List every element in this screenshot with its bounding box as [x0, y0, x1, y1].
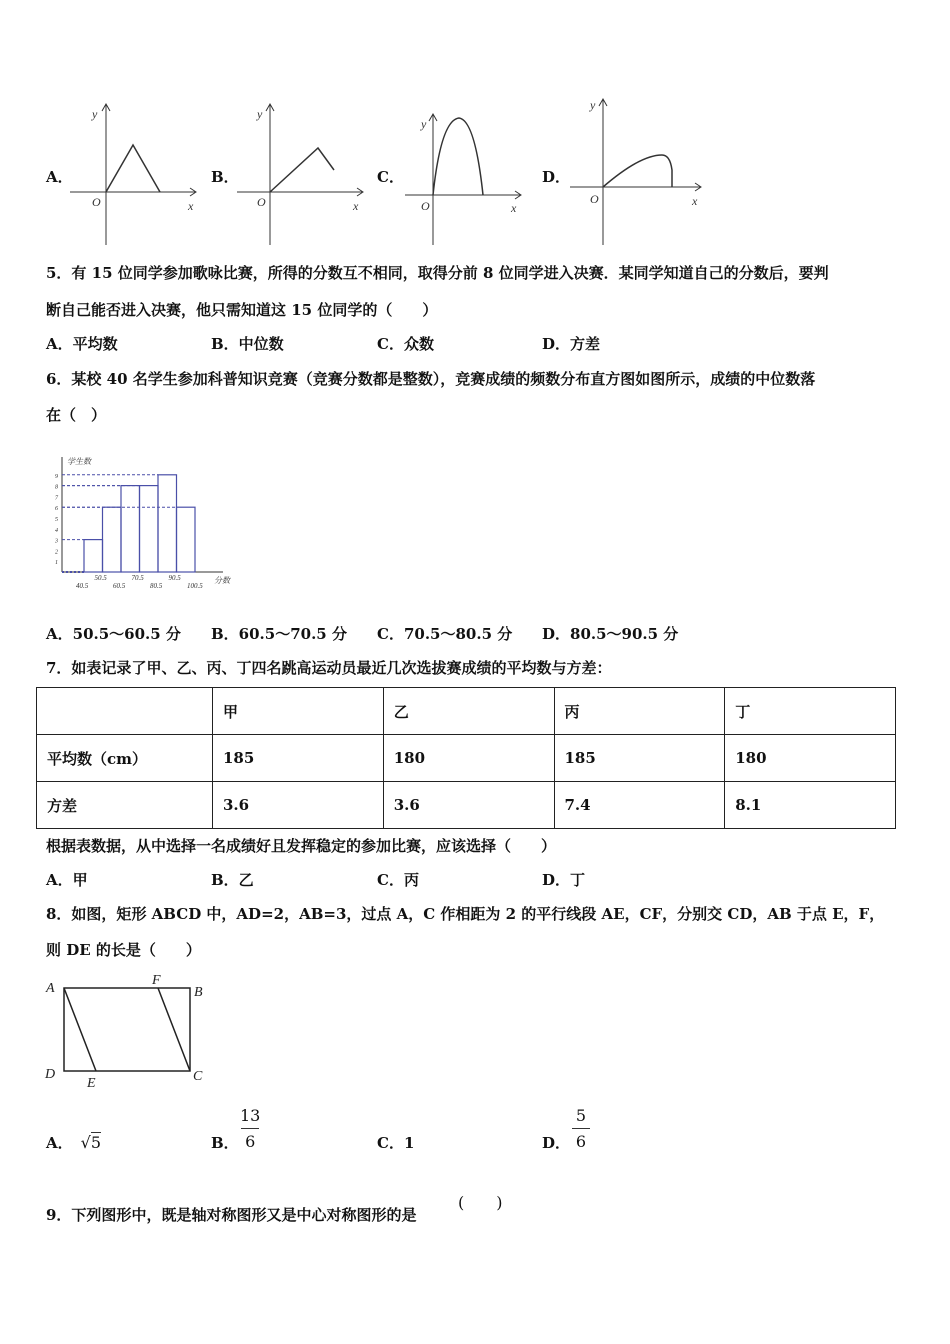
point-f-label: F — [152, 973, 161, 988]
axis-y-label: y — [590, 98, 596, 112]
y-axis-label: 学生数 — [67, 457, 91, 466]
q5-stem-line1: 5．有 15 位同学参加歌咏比赛，所得的分数互不相同，取得分前 8 位同学进入决赛．某同学知道自己的分数后，要判 — [46, 264, 829, 282]
point-a-label: A — [46, 981, 55, 996]
origin-label: O — [257, 195, 266, 209]
x-tick-label: 40.5 — [76, 582, 89, 590]
row-label: 平均数（cm） — [37, 735, 213, 782]
cell: 180 — [725, 735, 896, 782]
denominator: 6 — [575, 1132, 587, 1151]
table-row — [37, 782, 896, 829]
y-tick-label: 3 — [55, 538, 58, 545]
numerator: 5 — [575, 1106, 587, 1125]
histogram-bar — [158, 475, 177, 572]
point-e-label: E — [87, 1076, 96, 1090]
histogram-bar — [103, 507, 122, 572]
histogram-bar — [121, 486, 140, 572]
axis-y-label: y — [421, 117, 427, 131]
q7-option-b: B．乙 — [211, 871, 254, 889]
cell: 3.6 — [213, 782, 384, 829]
cell: 3.6 — [383, 782, 554, 829]
q8-stem-line1: 8．如图，矩形 ABCD 中，AD=2，AB=3，过点 A，C 作相距为 2 的平行线段 AE，CF，分别交 CD，AB 于点 E，F， — [46, 905, 885, 923]
radicand: 5 — [90, 1133, 102, 1152]
header-cell: 丁 — [725, 688, 896, 735]
q5-option-c: C．众数 — [377, 335, 434, 353]
header-cell: 丙 — [554, 688, 725, 735]
q5-option-d: D．方差 — [542, 335, 601, 353]
y-tick-label: 2 — [55, 549, 58, 556]
numerator: 13 — [240, 1106, 261, 1125]
axis-x-label: x — [692, 194, 698, 208]
q7-table — [36, 687, 896, 829]
origin-label: O — [92, 195, 101, 209]
table-header-row — [37, 688, 896, 735]
graph-c — [405, 110, 530, 245]
x-tick-label: 50.5 — [94, 574, 107, 582]
axis-y-label: y — [92, 107, 98, 121]
x-tick-label: 90.5 — [168, 574, 181, 582]
q6-option-a: A．50.5～60.5 分 — [46, 625, 181, 643]
q5-stem-line2: 断自己能否进入决赛，他只需知道这 15 位同学的（ ） — [46, 301, 438, 319]
x-tick-label: 80.5 — [150, 582, 163, 590]
cell: 185 — [213, 735, 384, 782]
q8-option-d-label: D． — [542, 1134, 571, 1152]
origin-label: O — [590, 192, 599, 206]
q6-stem-line2: 在（ ） — [46, 406, 107, 424]
q6-stem-line1: 6．某校 40 名学生参加科普知识竞赛（竞赛分数都是整数），竞赛成绩的频数分布直方图如图所示，成绩的中位数落 — [46, 370, 816, 388]
x-tick-label: 100.5 — [187, 582, 203, 590]
cell: 185 — [554, 735, 725, 782]
q8-option-a: A． √5 — [46, 1133, 102, 1152]
axis-y-label: y — [257, 107, 263, 121]
y-tick-label: 1 — [55, 560, 58, 567]
header-cell — [37, 688, 213, 735]
cell: 7.4 — [554, 782, 725, 829]
q8-stem-line2: 则 DE 的长是（ ） — [46, 941, 201, 959]
option-letter: A． — [46, 1134, 73, 1152]
y-tick-label: 8 — [55, 484, 58, 491]
q5-option-a: A．平均数 — [46, 335, 118, 353]
x-tick-label: 60.5 — [113, 582, 126, 590]
table-row — [37, 735, 896, 782]
axis-x-label: x — [511, 201, 517, 215]
histogram — [48, 452, 243, 597]
q8-option-d-fraction — [572, 1106, 590, 1151]
q9-answer-paren: ( ) — [458, 1193, 503, 1212]
q7-option-a: A．甲 — [46, 871, 88, 889]
q8-option-b-fraction — [240, 1106, 260, 1151]
point-d-label: D — [45, 1067, 56, 1082]
q7-stem: 7．如表记录了甲、乙、丙、丁四名跳高运动员最近几次选拔赛成绩的平均数与方差： — [46, 659, 612, 677]
y-tick-label: 4 — [55, 527, 58, 534]
origin-label: O — [421, 199, 430, 213]
header-cell: 乙 — [383, 688, 554, 735]
cell: 180 — [383, 735, 554, 782]
x-tick-label: 70.5 — [131, 574, 144, 582]
q7-question: 根据表数据，从中选择一名成绩好且发挥稳定的参加比赛，应该选择（ ） — [46, 837, 557, 855]
x-axis-label: 分数 — [214, 576, 230, 585]
histogram-bar — [177, 507, 196, 572]
q9-stem: 9．下列图形中，既是轴对称图形又是中心对称图形的是 — [46, 1206, 417, 1224]
q6-option-d: D．80.5～90.5 分 — [542, 625, 679, 643]
q7-option-d: D．丁 — [542, 871, 586, 889]
q4-option-d-label: D． — [542, 168, 571, 186]
q4-option-a-label: A． — [46, 168, 73, 186]
point-c-label: C — [193, 1069, 203, 1084]
axis-x-label: x — [188, 199, 194, 213]
rectangle-figure — [42, 970, 212, 1090]
y-tick-label: 5 — [55, 517, 58, 523]
q6-option-b: B．60.5～70.5 分 — [211, 625, 347, 643]
histogram-bar — [140, 486, 159, 572]
cell: 8.1 — [725, 782, 896, 829]
axis-x-label: x — [353, 199, 359, 213]
q4-option-b-label: B． — [211, 168, 239, 186]
point-b-label: B — [194, 985, 203, 1000]
q5-option-b: B．中位数 — [211, 335, 284, 353]
q7-option-c: C．丙 — [377, 871, 419, 889]
row-label: 方差 — [37, 782, 213, 829]
q4-option-c-label: C． — [377, 168, 404, 186]
graph-d — [570, 95, 710, 245]
denominator: 6 — [245, 1132, 256, 1151]
q6-option-c: C．70.5～80.5 分 — [377, 625, 513, 643]
q8-option-c: C．1 — [377, 1134, 415, 1152]
y-tick-label: 7 — [55, 495, 58, 502]
y-tick-label: 6 — [55, 506, 58, 513]
y-tick-label: 9 — [55, 473, 58, 480]
header-cell: 甲 — [213, 688, 384, 735]
q8-option-b-label: B． — [211, 1134, 239, 1152]
graph-b — [237, 100, 377, 245]
graph-a — [70, 100, 210, 245]
histogram-bar — [84, 540, 103, 572]
